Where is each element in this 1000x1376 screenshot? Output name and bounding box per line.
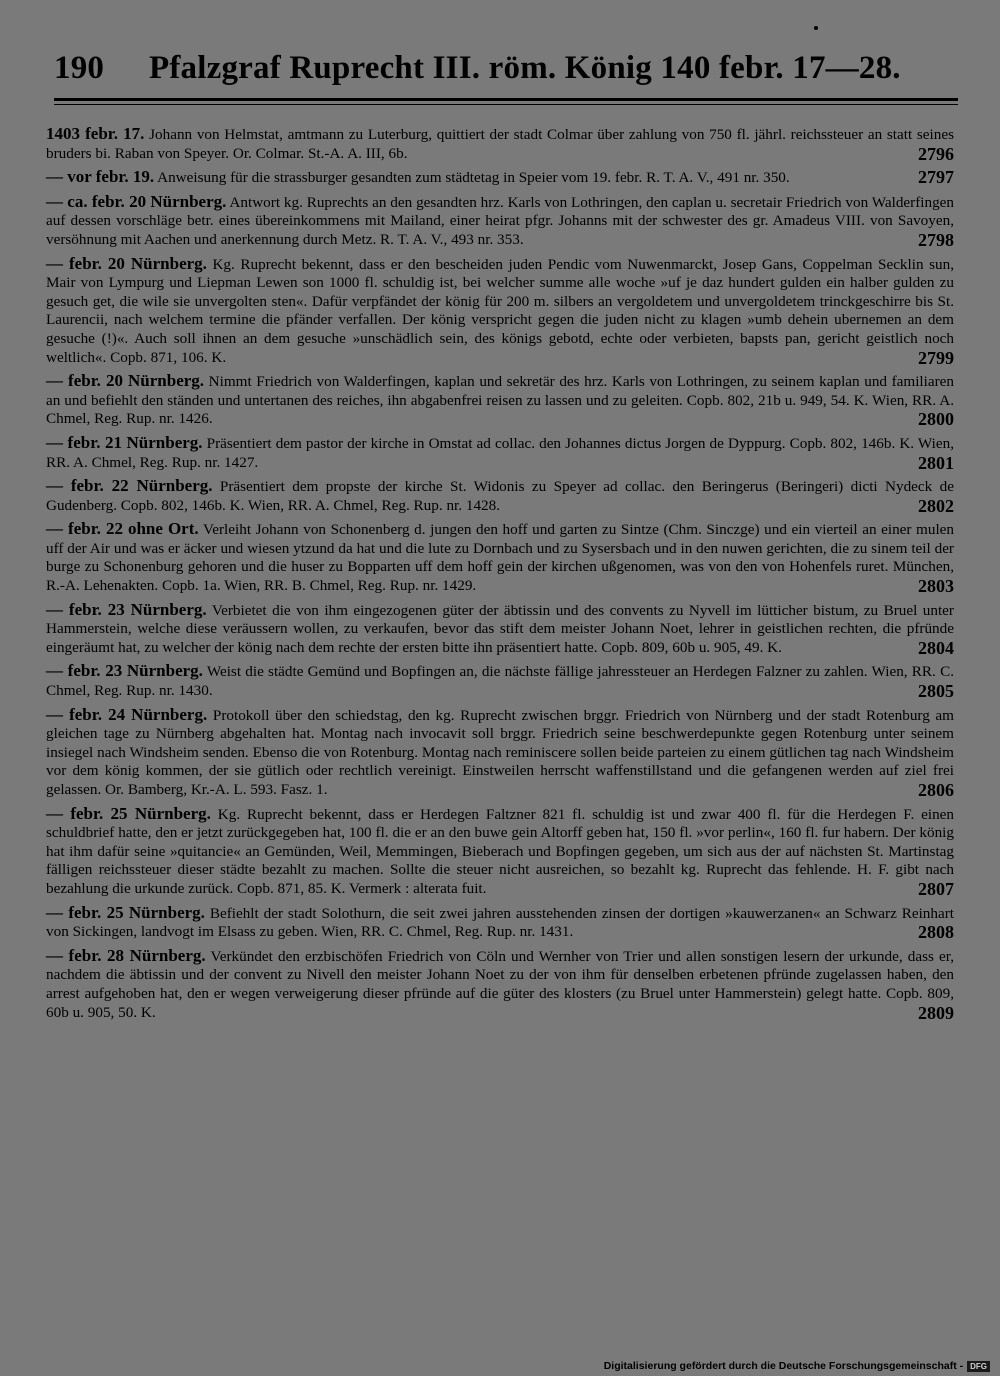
entry-text: Verleiht Johann von Schonenberg d. jungen den hoff und garten zu Sintze (Chm. Sinczge) und ein vierteil an einer mulen uff der Air und was er äcker und wiesen ytzund da hat und die lute zu Dornbach und zu Sysersbach und in den nuwen gerichten, die zu sinem teil der burge zu Schonenburg gehoren und die huser zu Bopparten uff dem hoff gein der kirchen ußgenomen, was von den von Hohenfels ruret. München, R.-A. Lehenakten. Copb. 1a. Wien, RR. B. Chmel, Reg. Rup. nr. 1429. — [46, 521, 955, 595]
entry-text: Präsentiert dem pastor der kirche in Omstat ad collac. den Johannes dictus Jorgen de Dyppurg. Copb. 802, 146b. K. Wien, RR. A. Chmel, Reg. Rup. nr. 1427. — [46, 434, 954, 471]
running-title: Pfalzgraf Ruprecht III. röm. König 140 febr. 17—28. — [149, 50, 901, 86]
entry-number: 2805 — [918, 681, 954, 702]
regest-entry — [46, 255, 954, 368]
entry-text: Kg. Ruprecht bekennt, dass er Herdegen Faltzner 821 fl. schuldig ist und zwar 400 fl. für die Herdegen F. einen schuldbrief hatte, den er jetzt zurückgegeben hat, 100 fl. die er an den buwe gein Altorff geben hat, 150 fl. »vor perlin«, 160 fl. fur habern. Der könig hat ihm dafür seine »quitancie« an Gemünden, Weil, Memmingen, Bieberach und Bopfingen gegeben, um sich aus der auf nächsten St. Martinstag fälligen reichssteuer dieser städte bezahlt zu machen. Sollte die steuer nicht ausreichen, so bezahlt kg. Ruprecht das fehlende. H. F. gibt nach bezahlung die urkunde zurück. Copb. 871, 85. K. Vermerk : alterata fuit. — [46, 805, 954, 897]
regest-entry — [46, 947, 954, 1022]
entry-number: 2806 — [918, 780, 954, 800]
entry-text: Protokoll über den schiedstag, den kg. Ruprecht zwischen brggr. Friedrich von Nürnberg und der stadt Rotenburg am gleichen tage zu Nürnberg abgehalten hat. Montag nach invocavit soll brggr. Friedrich seine beschwerdepunkte gegen Rotenburg unter seinem insiegel nach Windsheim senden. Ebenso die von Rotenburg. Montag nach reminiscere sollen beide parteien zu einem gütlichen tag nach Windsheim vor dem könig kommen, der sie gütlich oder rechtlich vereinigt. Einstweilen herrscht waffenstillstand und die gefangenen werden auf ziel frei gelassen. Or. Bamberg, Kr.-A. L. 593. Fasz. 1. — [46, 706, 954, 798]
entry-text: Anweisung für die strassburger gesandten zum städtetag in Speier vom 19. febr. R. T. A. V., 491 nr. 350. — [157, 169, 790, 187]
entry-number: 2804 — [918, 637, 954, 658]
page-header — [54, 50, 954, 96]
regest-entry — [46, 904, 954, 942]
regest-entry — [46, 477, 954, 515]
ink-speck — [814, 26, 818, 30]
entry-date: — febr. 21 Nürnberg. — [46, 432, 203, 452]
footer-credit — [604, 1360, 990, 1372]
regest-entry — [46, 805, 954, 899]
regesta-entries — [46, 125, 954, 1027]
entry-number: 2797 — [918, 167, 954, 188]
entry-number: 2796 — [918, 143, 954, 164]
regest-entry — [46, 706, 954, 800]
regest-entry — [46, 662, 954, 700]
entry-text: Antwort kg. Ruprechts an den gesandten hrz. Karls von Lothringen, den caplan u. secretair Friedrich von Walderfingen auf dessen vorschläge betr. eines übereinkommens mit Mailand, einer heirat pfgr. Johanns mit der schwester des gr. Amadeus VIII. von Savoyen, versöhnung mit Aachen und anerkennung durch Metz. R. T. A. V., 493 nr. 353. — [46, 193, 955, 248]
regest-entry — [46, 168, 954, 188]
entry-date: — febr. 20 Nürnberg. — [46, 253, 207, 273]
entry-text: Nimmt Friedrich von Walderfingen, kaplan und sekretär des hrz. Karls von Lothringen, zu seinem kaplan und familiaren an und befiehlt den ständen und untertanen des reiches, ihn abgabenfrei reisen zu lassen und zu geleiten. Copb. 802, 21b u. 949, 54. K. Wien, RR. A. Chmel, Reg. Rup. nr. 1426. — [46, 373, 954, 428]
entry-date: — vor febr. 19. — [46, 167, 155, 187]
header-rule — [54, 98, 958, 101]
entry-number: 2802 — [918, 495, 954, 516]
regest-entry — [46, 125, 954, 163]
entry-date: — febr. 22 ohne Ort. — [46, 519, 199, 539]
entry-number: 2808 — [918, 922, 954, 943]
entry-date: — febr. 22 Nürnberg. — [46, 476, 213, 496]
entry-date: — febr. 20 Nürnberg. — [46, 371, 205, 391]
entry-text: Befiehlt der stadt Solothurn, die seit zwei jahren ausstehenden zinsen der dortigen »kauwerzanen« an Schwarz Reinhart von Sickingen, landvogt im Elsass zu geben. Wien, RR. C. Chmel, Reg. Rup. nr. 1431. — [46, 904, 954, 941]
entry-date: — febr. 23 Nürnberg. — [46, 661, 203, 681]
entry-date: — febr. 24 Nürnberg. — [46, 704, 208, 724]
regest-entry — [46, 520, 954, 595]
entry-number: 2807 — [918, 878, 954, 899]
entry-number: 2803 — [918, 576, 954, 597]
entry-text: Verbietet die von ihm eingezogenen güter der äbtissin und des convents zu Nyvell im lütticher bistum, zu Bruel unter Hammerstein, welche diese veräussern wollen, zu verkaufen, bevor das stift dem meister Johann Noet, lehrer in geistlichen rechten, die pfründe eingeräumt hat, zu welcher der könig nach dem rechte der ersten bitte ihn präsentiert hatte. Copb. 809, 60b u. 905, 49. K. — [46, 601, 954, 656]
regest-entry — [46, 193, 954, 250]
entry-number: 2801 — [918, 452, 954, 473]
entry-date: — febr. 25 Nürnberg. — [46, 902, 205, 922]
header-rule-thin — [54, 104, 958, 105]
entry-number: 2809 — [918, 1002, 954, 1023]
footer-text: Digitalisierung gefördert durch die Deutsche Forschungsgemeinschaft - — [603, 1360, 964, 1372]
entry-date: — febr. 28 Nürnberg. — [46, 945, 206, 965]
entry-number: 2798 — [918, 229, 954, 250]
entry-text: Weist die städte Gemünd und Bopfingen an, die nächste fällige jahressteuer an Herdegen Falzner zu zahlen. Wien, RR. C. Chmel, Reg. Rup. nr. 1430. — [46, 663, 954, 700]
entry-date: — febr. 25 Nürnberg. — [46, 803, 211, 823]
entry-text: Verkündet den erzbischöfen Friedrich von Cöln und Wernher von Trier und allen sonstigen lesern der urkunde, dass er, nachdem die äbtissin und der convent zu Nivell den meister Johann Noet zu der von ihm für denselben erbetenen pfründe zugelassen haben, den arrest aufgehoben hat, den er wegen verweigerung dieser pfründe auf die güter des klosters (zu Bruel unter Hammerstein) gelegt hatte. Copb. 809, 60b u. 905, 50. K. — [46, 947, 954, 1021]
entry-number: 2799 — [918, 347, 954, 368]
page-number: 190 — [54, 50, 105, 86]
entry-date: — febr. 23 Nürnberg. — [46, 599, 207, 619]
entry-text: Johann von Helmstat, amtmann zu Luterburg, quittiert der stadt Colmar über zahlung von 750 fl. jährl. reichssteuer an statt seines bruders bi. Raban von Speyer. Or. Colmar. St.-A. A. III, 6b. — [46, 126, 954, 162]
regest-entry — [46, 601, 954, 658]
entry-text: Kg. Ruprecht bekennt, dass er den bescheiden juden Pendic vom Nuwenmarckt, Josep Gans, Coppelman Secklin sun, Mair von Lympurg und Liepman Lewen son 1000 fl. schuldig ist, bei welcher summe alle woche »uf je daz hundert gulden ein halber gulden zu gesuch get, die wile sie unvergolten sten«. Dafür verpfändet der könig für 200 m. silbers an vergoldetem und unvergoldetem trinckgeschirre bis St. Laurencii, nach welchem termine die pfänder verfallen. Der könig verspricht gegen die juden nicht zu klagen »umb dehein ubernemen an dem gesuche (!)«. Auch soll ihnen an dem gesuche »unschädlich sein, des königs gebotd, echte oder verbieten, bapsts pan, gericht geistlich noch weltlich«. Copb. 871, 106. K. — [46, 255, 954, 366]
dfg-logo: DFG — [967, 1361, 990, 1372]
entry-text: Präsentiert dem propste der kirche St. Widonis zu Speyer ad collac. den Beringerus (Beringeri) dicti Nydeck de Gudenberg. Copb. 802, 146b. K. Wien, RR. A. Chmel, Reg. Rup. nr. 1428. — [46, 478, 954, 514]
entry-number: 2800 — [918, 409, 954, 430]
entry-date: 1403 febr. 17. — [46, 124, 145, 143]
regest-entry — [46, 434, 954, 472]
document-page — [38, 0, 958, 1376]
regest-entry — [46, 372, 954, 429]
entry-date: — ca. febr. 20 Nürnberg. — [46, 191, 227, 211]
